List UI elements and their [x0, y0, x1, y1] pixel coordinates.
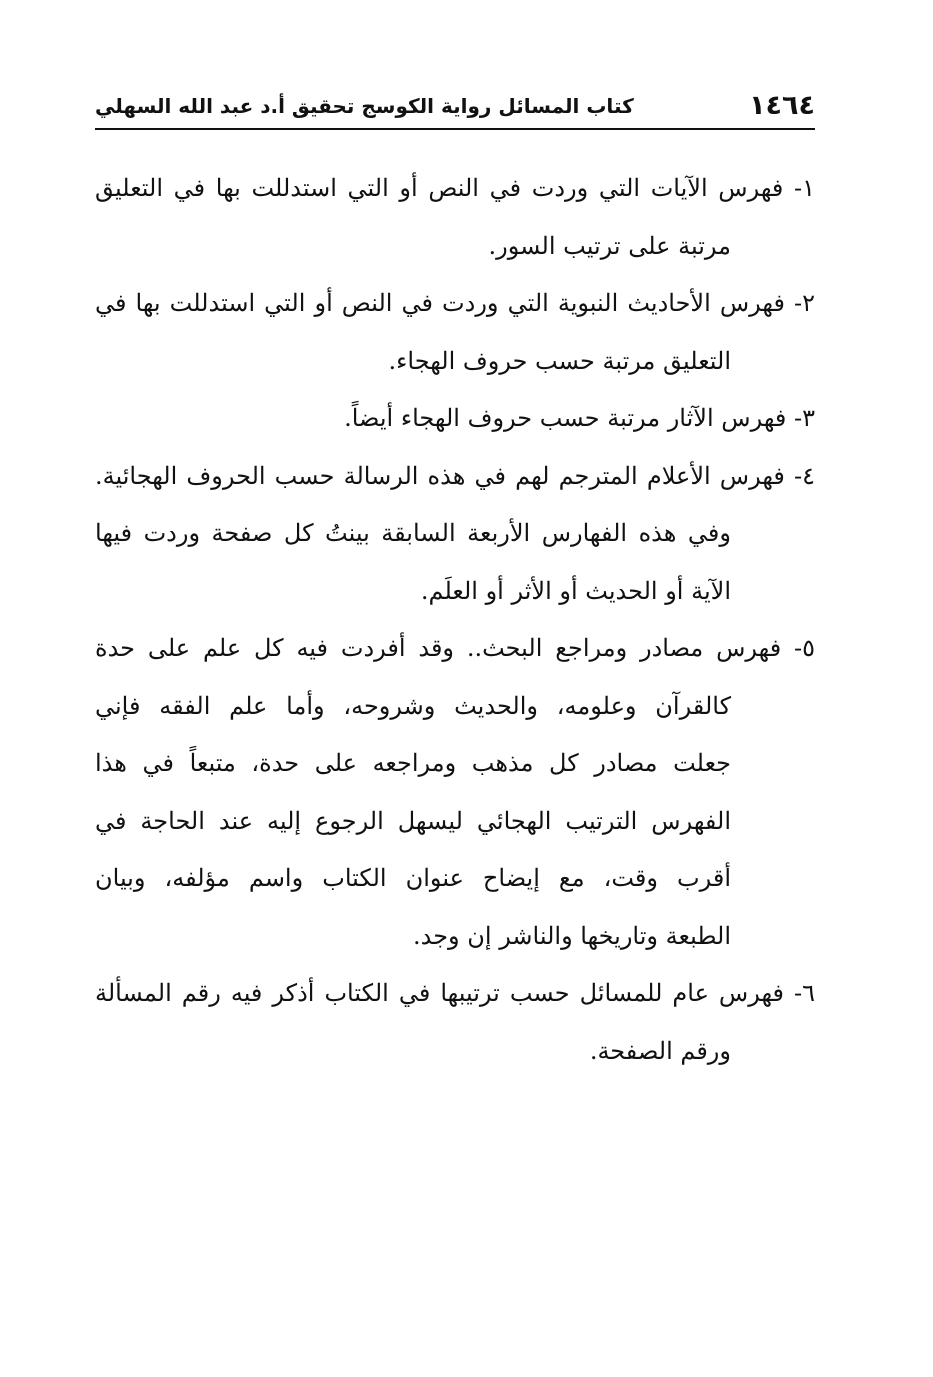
running-title: كتاب المسائل رواية الكوسج تحقيق أ.د عبد الله السهلي	[95, 94, 634, 118]
list-item-5-line-2: كالقرآن وعلومه، والحديث وشروحه، وأما علم الفقه فإني	[95, 691, 731, 720]
list-item-5-line-4: الفهرس الترتيب الهجائي ليسهل الرجوع إليه عند الحاجة في	[95, 806, 731, 835]
list-item-6-line-2: ورقم الصفحة.	[589, 1036, 731, 1065]
header-divider	[95, 128, 815, 130]
page-header	[95, 82, 815, 126]
list-item-1-line-1: ١- فهرس الآيات التي وردت في النص أو التي استدللت بها في التعليق	[95, 174, 815, 202]
list-item-4-note-line-2: الآية أو الحديث أو الأثر أو العلَم.	[420, 576, 731, 605]
list-item-1-line-2: مرتبة على ترتيب السور.	[488, 231, 731, 260]
list-item-2-line-2: التعليق مرتبة حسب حروف الهجاء.	[388, 346, 731, 375]
list-item-2-line-1: ٢- فهرس الأحاديث النبوية التي وردت في النص أو التي استدللت بها في	[95, 289, 815, 317]
page-body	[95, 160, 815, 1080]
list-item-3-line-1: ٣- فهرس الآثار مرتبة حسب حروف الهجاء أيضاً.	[344, 404, 815, 432]
list-item-5-line-3: جعلت مصادر كل مذهب ومراجعه على حدة، متبعاً في هذا	[95, 749, 731, 777]
list-item-6-line-1: ٦- فهرس عام للمسائل حسب ترتيبها في الكتاب أذكر فيه رقم المسألة	[95, 979, 815, 1007]
list-item-5-line-5: أقرب وقت، مع إيضاح عنوان الكتاب واسم مؤلفه، وبيان	[95, 864, 731, 892]
list-item-5-line-6: الطبعة وتاريخها والناشر إن وجد.	[412, 921, 731, 950]
page-number: ١٤٦٤	[749, 90, 815, 121]
list-item-4-note-line-1: وفي هذه الفهارس الأربعة السابقة بينتُ كل صفحة وردت فيها	[95, 519, 731, 547]
list-item-5-line-1: ٥- فهرس مصادر ومراجع البحث.. وقد أفردت فيه كل علم على حدة	[95, 634, 815, 662]
list-item-4-line-1: ٤- فهرس الأعلام المترجم لهم في هذه الرسالة حسب الحروف الهجائية.	[95, 461, 815, 490]
